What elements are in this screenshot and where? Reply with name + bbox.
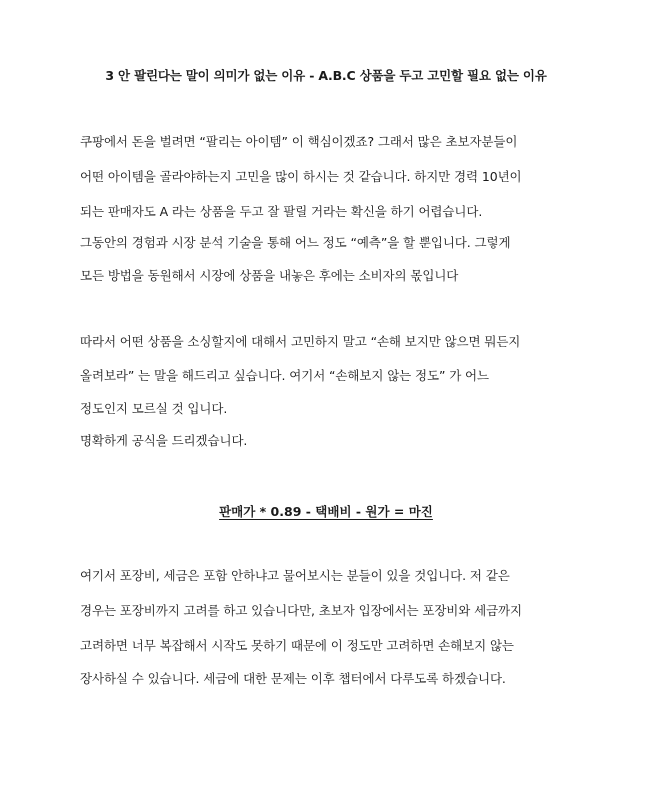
paragraph-2-line: 명확하게 공식을 드리겠습니다. — [80, 433, 248, 448]
paragraph-2-line: 올려보라” 는 말을 해드리고 싶습니다. 여기서 “손해보지 않는 정도” 가 어느 — [80, 368, 490, 383]
paragraph-1-line: 되는 판매자도 A 라는 상품을 두고 잘 팔릴 거라는 확신을 하기 어렵습니다. — [80, 204, 483, 219]
paragraph-3-line: 장사하실 수 있습니다. 세금에 대한 문제는 이후 챕터에서 다루도록 하겠습니다. — [80, 671, 506, 686]
paragraph-2-line: 따라서 어떤 상품을 소싱할지에 대해서 고민하지 말고 “손해 보지만 않으면 뭐든지 — [80, 334, 521, 349]
paragraph-1-line: 모든 방법을 동원해서 시장에 상품을 내놓은 후에는 소비자의 몫입니다 — [80, 268, 459, 283]
paragraph-3-line: 고려하면 너무 복잡해서 시작도 못하기 때문에 이 정도만 고려하면 손해보지 않는 — [80, 638, 514, 653]
section-title: 3 안 팔린다는 말이 의미가 없는 이유 - A.B.C 상품을 두고 고민할 필요 없는 이유 — [105, 68, 547, 83]
paragraph-3-line: 경우는 포장비까지 고려를 하고 있습니다만, 초보자 입장에서는 포장비와 세금까지 — [80, 603, 523, 618]
paragraph-3-line: 여기서 포장비, 세금은 포함 안하냐고 물어보시는 분들이 있을 것입니다. 저 같은 — [80, 568, 510, 583]
paragraph-1-line: 어떤 아이템을 골라야하는지 고민을 많이 하시는 것 같습니다. 하지만 경력 10년이 — [80, 169, 522, 184]
paragraph-2-line: 정도인지 모르실 것 입니다. — [80, 401, 228, 416]
margin-formula: 판매가 * 0.89 - 택배비 - 원가 = 마진 — [219, 504, 433, 519]
paragraph-1-line: 그동안의 경험과 시장 분석 기술을 통해 어느 정도 “예측”을 할 뿐입니다. 그렇게 — [80, 235, 511, 250]
paragraph-1-line: 쿠팡에서 돈을 벌려면 “팔리는 아이템” 이 핵심이겠죠? 그래서 많은 초보자분들이 — [80, 134, 518, 149]
